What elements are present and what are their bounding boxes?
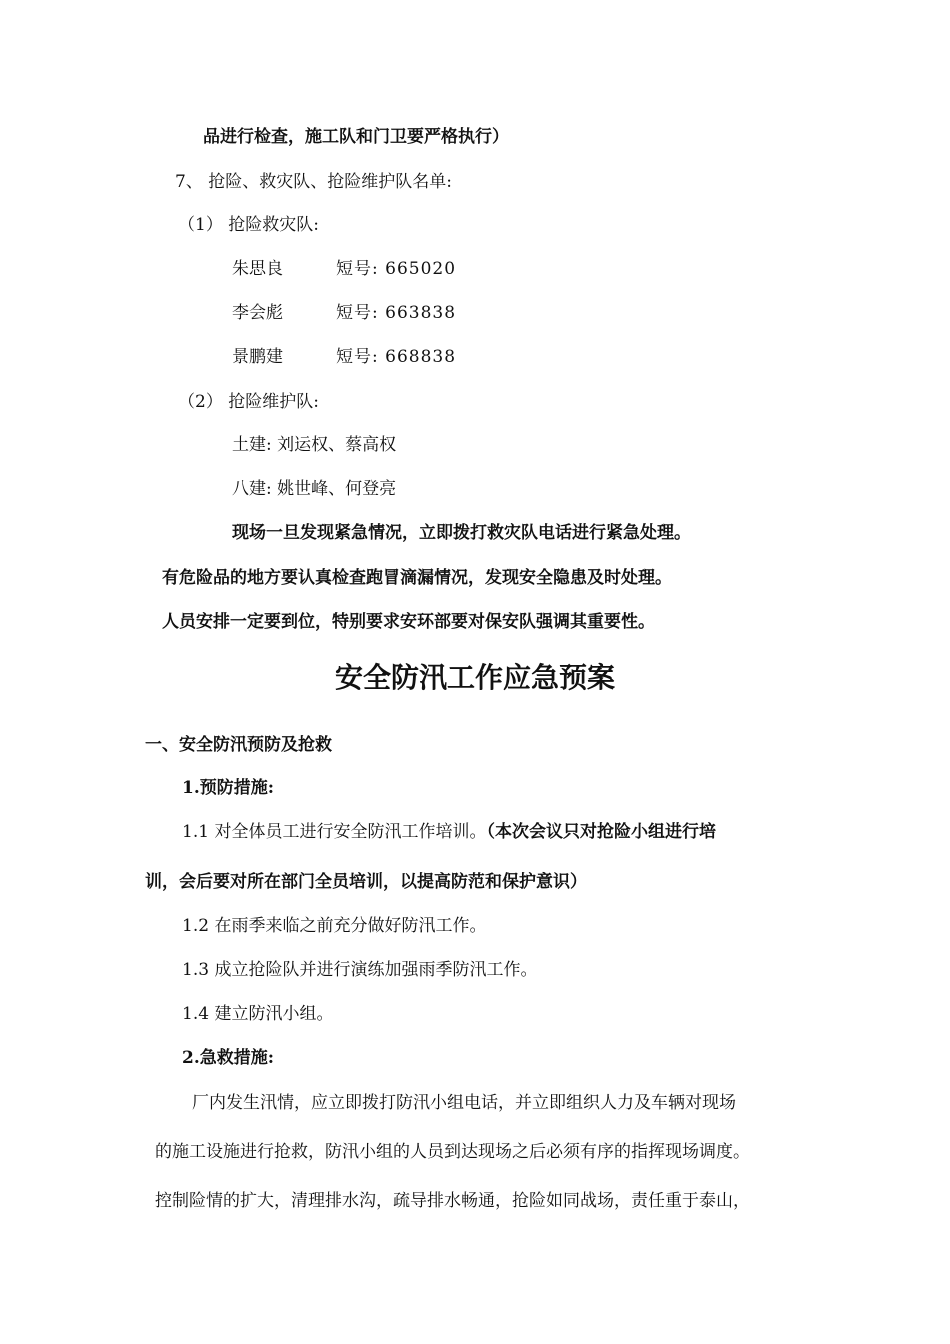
- emphasis-line: 现场一旦发现紧急情况，立即拨打救灾队电话进行紧急处理。: [232, 523, 691, 543]
- maintenance-member-row: 土建: 刘运权、蔡高权: [232, 435, 397, 455]
- emphasis-line: 有危险品的地方要认真检查跑冒滴漏情况，发现安全隐患及时处理。: [162, 568, 672, 588]
- paragraph-line: 的施工设施进行抢救，防汛小组的人员到达现场之后必须有序的指挥现场调度。: [155, 1142, 750, 1162]
- item-1-1-emphasis: （本次会议只对抢险小组进行培: [486, 822, 716, 842]
- item-1-1: [182, 820, 716, 844]
- member-name: 李会彪: [232, 303, 283, 323]
- item-1-2: 1.2 在雨季来临之前充分做好防汛工作。: [182, 916, 487, 936]
- item-1-1-continuation: 训，会后要对所在部门全员培训，以提高防范和保护意识）: [145, 872, 587, 892]
- list-heading-teams: 7、 抢险、救灾队、抢险维护队名单:: [175, 172, 452, 192]
- rescue-member-row: [232, 301, 456, 325]
- paragraph-line: 厂内发生汛情，应立即拨打防汛小组电话，并立即组织人力及车辆对现场: [192, 1093, 736, 1113]
- rescue-member-row: [232, 345, 456, 369]
- subsection-heading-emergency: 2.急救措施:: [182, 1048, 275, 1068]
- text-line: 品进行检查，施工队和门卫要严格执行）: [203, 127, 509, 147]
- item-1-3: 1.3 成立抢险队并进行演练加强雨季防汛工作。: [182, 960, 538, 980]
- paragraph-line: 控制险情的扩大，清理排水沟，疏导排水畅通，抢险如同战场，责任重于泰山，: [155, 1191, 750, 1211]
- member-phone: 短号: 665020: [336, 259, 457, 279]
- subheading-rescue-team: （1） 抢险救灾队:: [178, 215, 319, 235]
- item-1-1-text: 1.1 对全体员工进行安全防汛工作培训。: [182, 822, 487, 842]
- item-1-4: 1.4 建立防汛小组。: [182, 1004, 334, 1024]
- emphasis-line: 人员安排一定要到位，特别要求安环部要对保安队强调其重要性。: [162, 612, 655, 632]
- section-heading: 一、安全防汛预防及抢救: [145, 735, 332, 755]
- maintenance-member-row: 八建: 姚世峰、何登亮: [232, 479, 397, 499]
- subsection-heading-prevention: 1.预防措施:: [182, 778, 275, 798]
- rescue-member-row: [232, 257, 456, 281]
- member-phone: 短号: 663838: [336, 303, 457, 323]
- document-title: 安全防汛工作应急预案: [334, 661, 615, 694]
- subheading-maintenance-team: （2） 抢险维护队:: [178, 392, 319, 412]
- member-name: 景鹏建: [232, 347, 283, 367]
- member-name: 朱思良: [232, 259, 283, 279]
- member-phone: 短号: 668838: [336, 347, 457, 367]
